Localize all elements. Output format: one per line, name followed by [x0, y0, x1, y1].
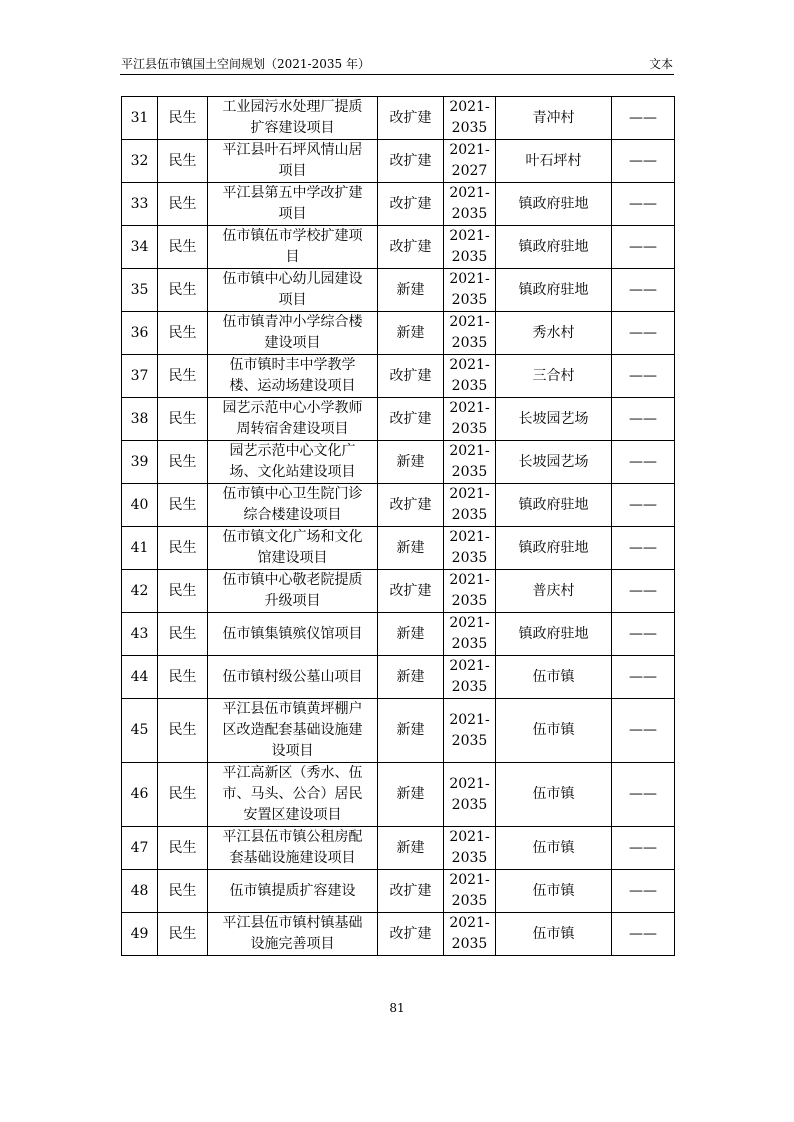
project-name-cell: 伍市镇提质扩容建设: [208, 870, 378, 913]
period-cell: 2021- 2035: [444, 913, 496, 956]
category-cell: 民生: [158, 484, 208, 527]
page-header: [120, 54, 674, 75]
category-cell: 民生: [158, 140, 208, 183]
table-row: [122, 763, 675, 827]
document-title: 平江县伍市镇国土空间规划（2021-2035 年）: [121, 57, 370, 71]
category-cell: 民生: [158, 269, 208, 312]
table-row: [122, 484, 675, 527]
row-number: 31: [122, 97, 158, 140]
category-cell: 民生: [158, 913, 208, 956]
table-row: [122, 827, 675, 870]
project-name-cell: 平江县叶石坪风情山居 项目: [208, 140, 378, 183]
period-cell: 2021- 2035: [444, 398, 496, 441]
category-cell: 民生: [158, 656, 208, 699]
location-cell: 镇政府驻地: [496, 226, 612, 269]
row-number: 36: [122, 312, 158, 355]
construction-type-cell: 新建: [378, 656, 444, 699]
table-row: [122, 570, 675, 613]
row-number: 37: [122, 355, 158, 398]
project-name-cell: 平江县伍市镇村镇基础 设施完善项目: [208, 913, 378, 956]
table-row: [122, 97, 675, 140]
construction-type-cell: 新建: [378, 763, 444, 827]
location-cell: 叶石坪村: [496, 140, 612, 183]
row-number: 34: [122, 226, 158, 269]
location-cell: 伍市镇: [496, 870, 612, 913]
category-cell: 民生: [158, 613, 208, 656]
row-number: 40: [122, 484, 158, 527]
category-cell: 民生: [158, 527, 208, 570]
project-name-cell: 伍市镇村级公墓山项目: [208, 656, 378, 699]
note-cell: ——: [612, 226, 675, 269]
table-row: [122, 527, 675, 570]
category-cell: 民生: [158, 183, 208, 226]
project-name-cell: 伍市镇中心敬老院提质 升级项目: [208, 570, 378, 613]
category-cell: 民生: [158, 827, 208, 870]
note-cell: ——: [612, 183, 675, 226]
project-name-cell: 伍市镇伍市学校扩建项 目: [208, 226, 378, 269]
location-cell: 镇政府驻地: [496, 527, 612, 570]
category-cell: 民生: [158, 699, 208, 763]
category-cell: 民生: [158, 97, 208, 140]
note-cell: ——: [612, 140, 675, 183]
period-cell: 2021- 2035: [444, 763, 496, 827]
period-cell: 2021- 2035: [444, 97, 496, 140]
note-cell: ——: [612, 97, 675, 140]
category-cell: 民生: [158, 870, 208, 913]
note-cell: ——: [612, 613, 675, 656]
location-cell: 普庆村: [496, 570, 612, 613]
row-number: 45: [122, 699, 158, 763]
project-table: [121, 96, 675, 956]
location-cell: 长坡园艺场: [496, 398, 612, 441]
table-row: [122, 441, 675, 484]
note-cell: ——: [612, 269, 675, 312]
location-cell: 镇政府驻地: [496, 484, 612, 527]
category-cell: 民生: [158, 226, 208, 269]
construction-type-cell: 新建: [378, 527, 444, 570]
period-cell: 2021- 2035: [444, 570, 496, 613]
period-cell: 2021- 2035: [444, 656, 496, 699]
project-name-cell: 伍市镇青冲小学综合楼 建设项目: [208, 312, 378, 355]
project-name-cell: 伍市镇集镇殡仪馆项目: [208, 613, 378, 656]
note-cell: ——: [612, 484, 675, 527]
row-number: 47: [122, 827, 158, 870]
project-name-cell: 伍市镇中心幼儿园建设 项目: [208, 269, 378, 312]
table-row: [122, 699, 675, 763]
location-cell: 伍市镇: [496, 763, 612, 827]
table-row: [122, 312, 675, 355]
construction-type-cell: 改扩建: [378, 97, 444, 140]
category-cell: 民生: [158, 570, 208, 613]
construction-type-cell: 改扩建: [378, 913, 444, 956]
table-row: [122, 613, 675, 656]
project-name-cell: 伍市镇中心卫生院门诊 综合楼建设项目: [208, 484, 378, 527]
note-cell: ——: [612, 913, 675, 956]
construction-type-cell: 新建: [378, 699, 444, 763]
note-cell: ——: [612, 441, 675, 484]
note-cell: ——: [612, 656, 675, 699]
category-cell: 民生: [158, 441, 208, 484]
period-cell: 2021- 2035: [444, 870, 496, 913]
category-cell: 民生: [158, 355, 208, 398]
construction-type-cell: 改扩建: [378, 140, 444, 183]
note-cell: ——: [612, 398, 675, 441]
period-cell: 2021- 2035: [444, 527, 496, 570]
note-cell: ——: [612, 570, 675, 613]
period-cell: 2021- 2035: [444, 441, 496, 484]
category-cell: 民生: [158, 398, 208, 441]
period-cell: 2021- 2035: [444, 355, 496, 398]
construction-type-cell: 新建: [378, 441, 444, 484]
project-name-cell: 平江县伍市镇黄坪棚户 区改造配套基础设施建 设项目: [208, 699, 378, 763]
period-cell: 2021- 2035: [444, 699, 496, 763]
period-cell: 2021- 2035: [444, 312, 496, 355]
row-number: 38: [122, 398, 158, 441]
row-number: 44: [122, 656, 158, 699]
period-cell: 2021- 2035: [444, 613, 496, 656]
row-number: 33: [122, 183, 158, 226]
row-number: 41: [122, 527, 158, 570]
location-cell: 镇政府驻地: [496, 269, 612, 312]
table-row: [122, 140, 675, 183]
category-cell: 民生: [158, 763, 208, 827]
section-label: 文本: [648, 57, 673, 71]
project-name-cell: 平江县伍市镇公租房配 套基础设施建设项目: [208, 827, 378, 870]
construction-type-cell: 新建: [378, 312, 444, 355]
period-cell: 2021- 2035: [444, 183, 496, 226]
project-table-body: [122, 97, 675, 956]
location-cell: 镇政府驻地: [496, 183, 612, 226]
location-cell: 三合村: [496, 355, 612, 398]
row-number: 49: [122, 913, 158, 956]
row-number: 39: [122, 441, 158, 484]
period-cell: 2021- 2035: [444, 226, 496, 269]
note-cell: ——: [612, 763, 675, 827]
period-cell: 2021- 2035: [444, 484, 496, 527]
construction-type-cell: 改扩建: [378, 355, 444, 398]
note-cell: ——: [612, 870, 675, 913]
project-name-cell: 伍市镇文化广场和文化 馆建设项目: [208, 527, 378, 570]
project-name-cell: 伍市镇时丰中学教学 楼、运动场建设项目: [208, 355, 378, 398]
note-cell: ——: [612, 355, 675, 398]
location-cell: 伍市镇: [496, 699, 612, 763]
table-row: [122, 913, 675, 956]
location-cell: 伍市镇: [496, 827, 612, 870]
note-cell: ——: [612, 312, 675, 355]
table-row: [122, 355, 675, 398]
row-number: 42: [122, 570, 158, 613]
construction-type-cell: 改扩建: [378, 870, 444, 913]
table-row: [122, 656, 675, 699]
location-cell: 伍市镇: [496, 913, 612, 956]
construction-type-cell: 新建: [378, 827, 444, 870]
project-name-cell: 平江县第五中学改扩建 项目: [208, 183, 378, 226]
row-number: 35: [122, 269, 158, 312]
project-name-cell: 工业园污水处理厂提质 扩容建设项目: [208, 97, 378, 140]
project-name-cell: 平江高新区（秀水、伍 市、马头、公合）居民 安置区建设项目: [208, 763, 378, 827]
construction-type-cell: 改扩建: [378, 484, 444, 527]
row-number: 43: [122, 613, 158, 656]
period-cell: 2021- 2035: [444, 827, 496, 870]
period-cell: 2021- 2027: [444, 140, 496, 183]
location-cell: 伍市镇: [496, 656, 612, 699]
note-cell: ——: [612, 827, 675, 870]
table-row: [122, 269, 675, 312]
construction-type-cell: 新建: [378, 269, 444, 312]
table-row: [122, 398, 675, 441]
construction-type-cell: 改扩建: [378, 226, 444, 269]
construction-type-cell: 改扩建: [378, 183, 444, 226]
row-number: 46: [122, 763, 158, 827]
construction-type-cell: 改扩建: [378, 570, 444, 613]
construction-type-cell: 新建: [378, 613, 444, 656]
table-row: [122, 870, 675, 913]
location-cell: 镇政府驻地: [496, 613, 612, 656]
page-number: 81: [389, 1001, 405, 1015]
location-cell: 秀水村: [496, 312, 612, 355]
construction-type-cell: 改扩建: [378, 398, 444, 441]
category-cell: 民生: [158, 312, 208, 355]
table-row: [122, 226, 675, 269]
note-cell: ——: [612, 527, 675, 570]
note-cell: ——: [612, 699, 675, 763]
project-name-cell: 园艺示范中心文化广 场、文化站建设项目: [208, 441, 378, 484]
period-cell: 2021- 2035: [444, 269, 496, 312]
row-number: 32: [122, 140, 158, 183]
table-row: [122, 183, 675, 226]
project-name-cell: 园艺示范中心小学教师 周转宿舍建设项目: [208, 398, 378, 441]
location-cell: 青冲村: [496, 97, 612, 140]
row-number: 48: [122, 870, 158, 913]
location-cell: 长坡园艺场: [496, 441, 612, 484]
